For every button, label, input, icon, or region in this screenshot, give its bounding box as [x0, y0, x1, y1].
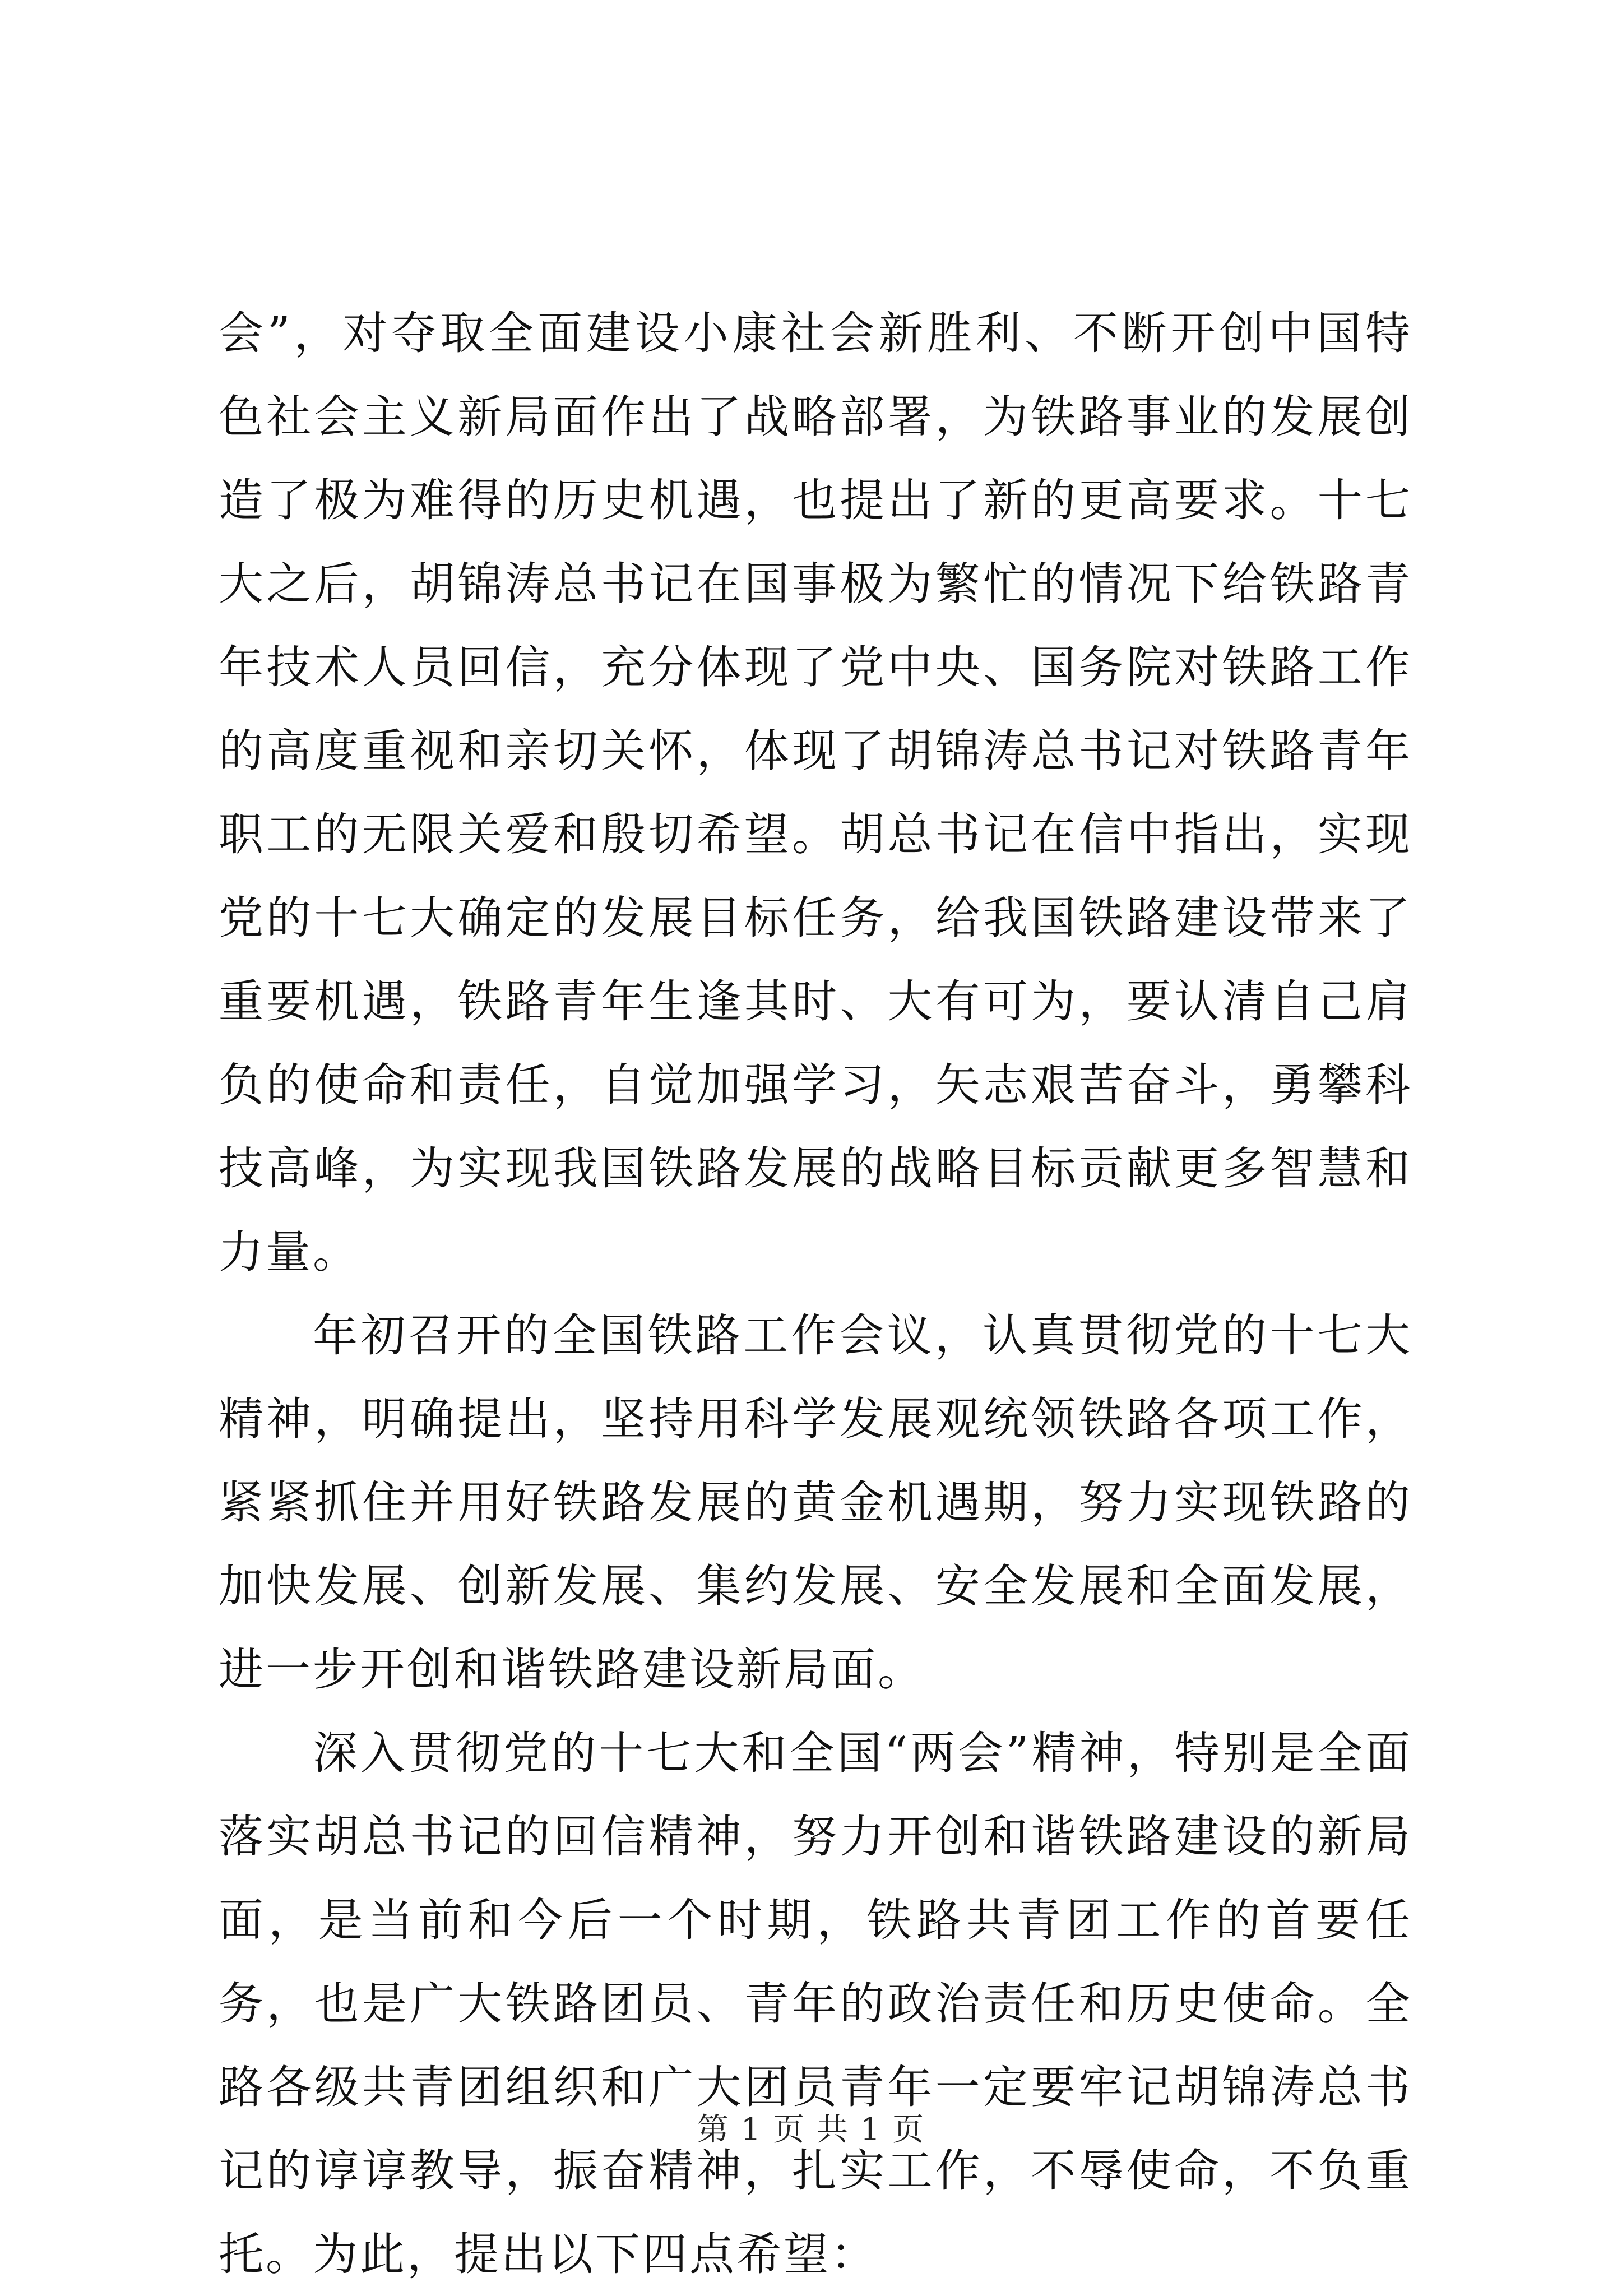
paragraph-youth-league-tasks: 深入贯彻党的十七大和全国“两会”精神，特别是全面落实胡总书记的回信精神，努力开创和谐铁路建设的新局面，是当前和今后一个时期，铁路共青团工作的首要任务，也是广大铁路团员、青年的政治责任和历史使命。全路各级共青团组织和广大团员青年一定要牢记胡锦涛总书记的谆谆教导，振奋精神，扎实工作，不辱使命，不负重托。为此，提出以下四点希望： [219, 1727, 1412, 2280]
page-footer: 第 1 页 共 1 页 [697, 2112, 925, 2148]
paragraph-continuation: 会”，对夺取全面建设小康社会新胜利、不断开创中国特色社会主义新局面作出了战略部署，为铁路事业的发展创造了极为难得的历史机遇，也提出了新的更高要求。十七大之后，胡锦涛总书记在国事极为繁忙的情况下给铁路青年技术人员回信，充分体现了党中央、国务院对铁路工作的高度重视和亲切关怀，体现了胡锦涛总书记对铁路青年职工的无限关爱和殷切希望。胡总书记在信中指出，实现党的十七大确定的发展目标任务，给我国铁路建设带来了重要机遇，铁路青年生逢其时、大有可为，要认清自己肩负的使命和责任，自觉加强学习，矢志艰苦奋斗，勇攀科技高峰，为实现我国铁路发展的战略目标贡献更多智慧和力量。 [219, 307, 1412, 1278]
paragraph-railway-conference: 年初召开的全国铁路工作会议，认真贯彻党的十七大精神，明确提出，坚持用科学发展观统领铁路各项工作，紧紧抓住并用好铁路发展的黄金机遇期，努力实现铁路的加快发展、创新发展、集约发展、安全发展和全面发展，进一步开创和谐铁路建设新局面。 [219, 1309, 1412, 1696]
document-body [219, 291, 1412, 2296]
